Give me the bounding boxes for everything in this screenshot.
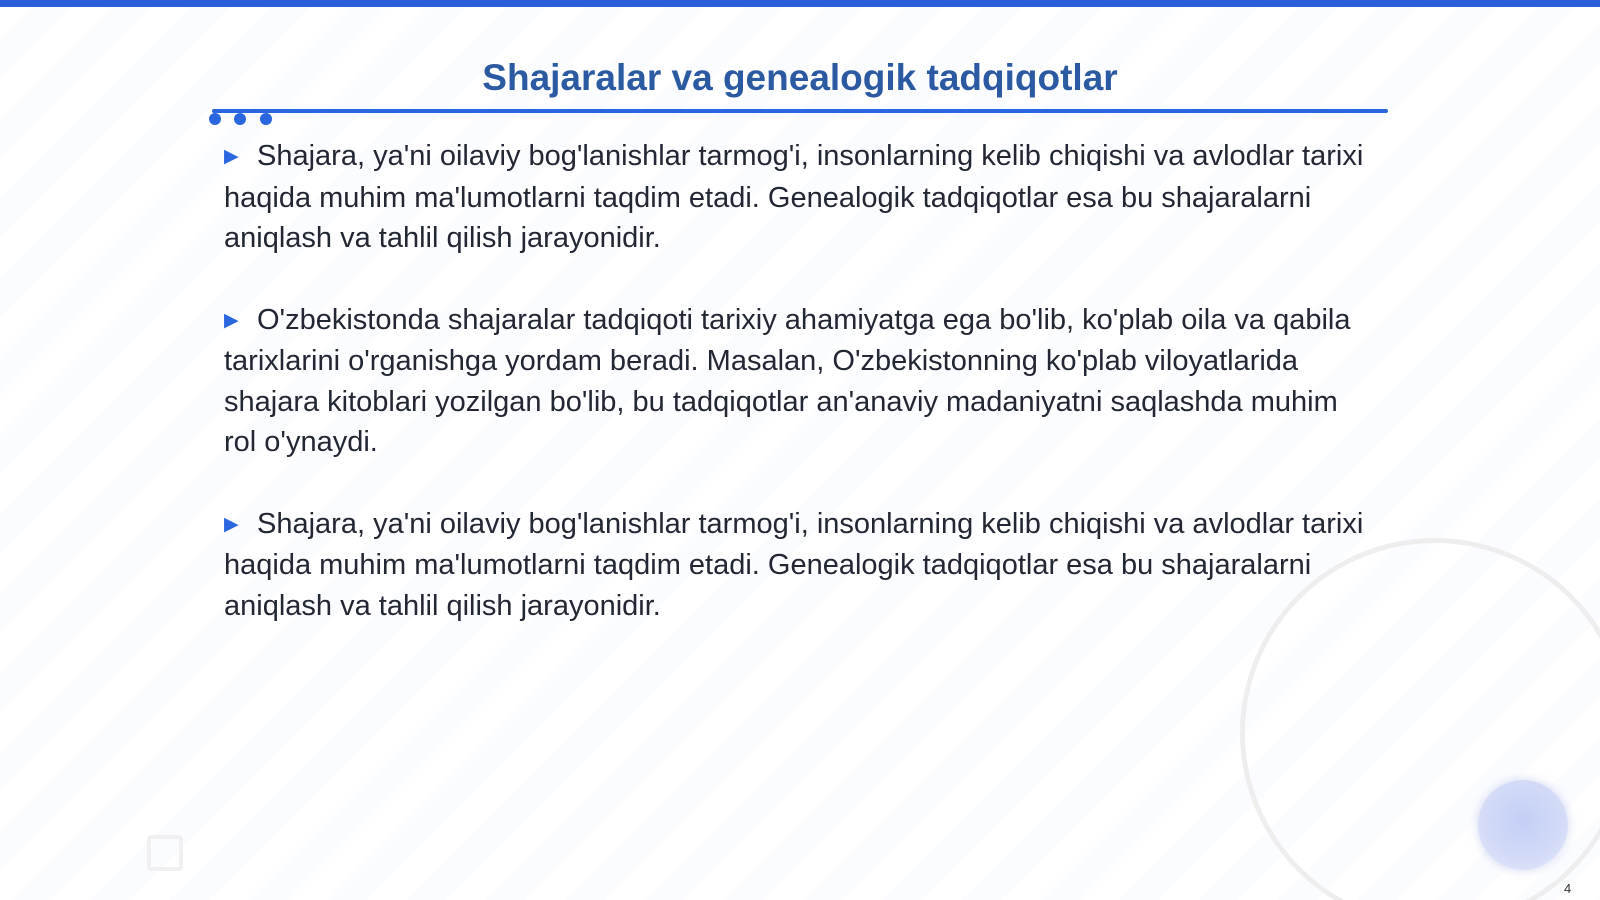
paragraph-text: O'zbekistonda shajaralar tadqiqoti tarixiy ahamiyatga ega bo'lib, ko'plab oila va qabila tarixlarini o'rganishga yordam beradi. Masalan, O'zbekistonning ko'plab viloyatlarida shajara kitoblari yozilgan bo'lib, bu tadqiqotlar an'anaviy madaniyatni saqlashda muhim rol o'ynaydi. xyxy=(224,303,1351,458)
decor-dot xyxy=(234,113,246,125)
slide-body xyxy=(224,136,1374,667)
paragraph-text: Shajara, ya'ni oilaviy bog'lanishlar tarmog'i, insonlarning kelib chiqishi va avlodlar tarixi haqida muhim ma'lumotlarni taqdim etadi. Genealogik tadqiqotlar esa bu shajaralarni aniqlash va tahlil qilish jarayonidir. xyxy=(224,507,1364,622)
bullet-paragraph xyxy=(224,300,1374,463)
decorative-square xyxy=(147,835,183,871)
title-underline xyxy=(212,109,1388,113)
decor-dot xyxy=(260,113,272,125)
bullet-arrow-icon: ▶ xyxy=(224,146,239,167)
slide-title: Shajaralar va genealogik tadqiqotlar xyxy=(482,57,1118,98)
page-number: 4 xyxy=(1564,881,1572,896)
bullet-paragraph xyxy=(224,504,1374,627)
paragraph-text: Shajara, ya'ni oilaviy bog'lanishlar tarmog'i, insonlarning kelib chiqishi va avlodlar tarixi haqida muhim ma'lumotlarni taqdim etadi. Genealogik tadqiqotlar esa bu shajaralarni aniqlash va tahlil qilish jarayonidir. xyxy=(224,140,1364,254)
bullet-arrow-icon: ▶ xyxy=(224,309,239,331)
bullet-arrow-icon: ▶ xyxy=(224,513,239,535)
bullet-paragraph xyxy=(224,136,1374,259)
top-accent-bar xyxy=(0,0,1600,7)
decor-dot xyxy=(209,113,221,125)
decorative-circle xyxy=(1478,780,1568,870)
